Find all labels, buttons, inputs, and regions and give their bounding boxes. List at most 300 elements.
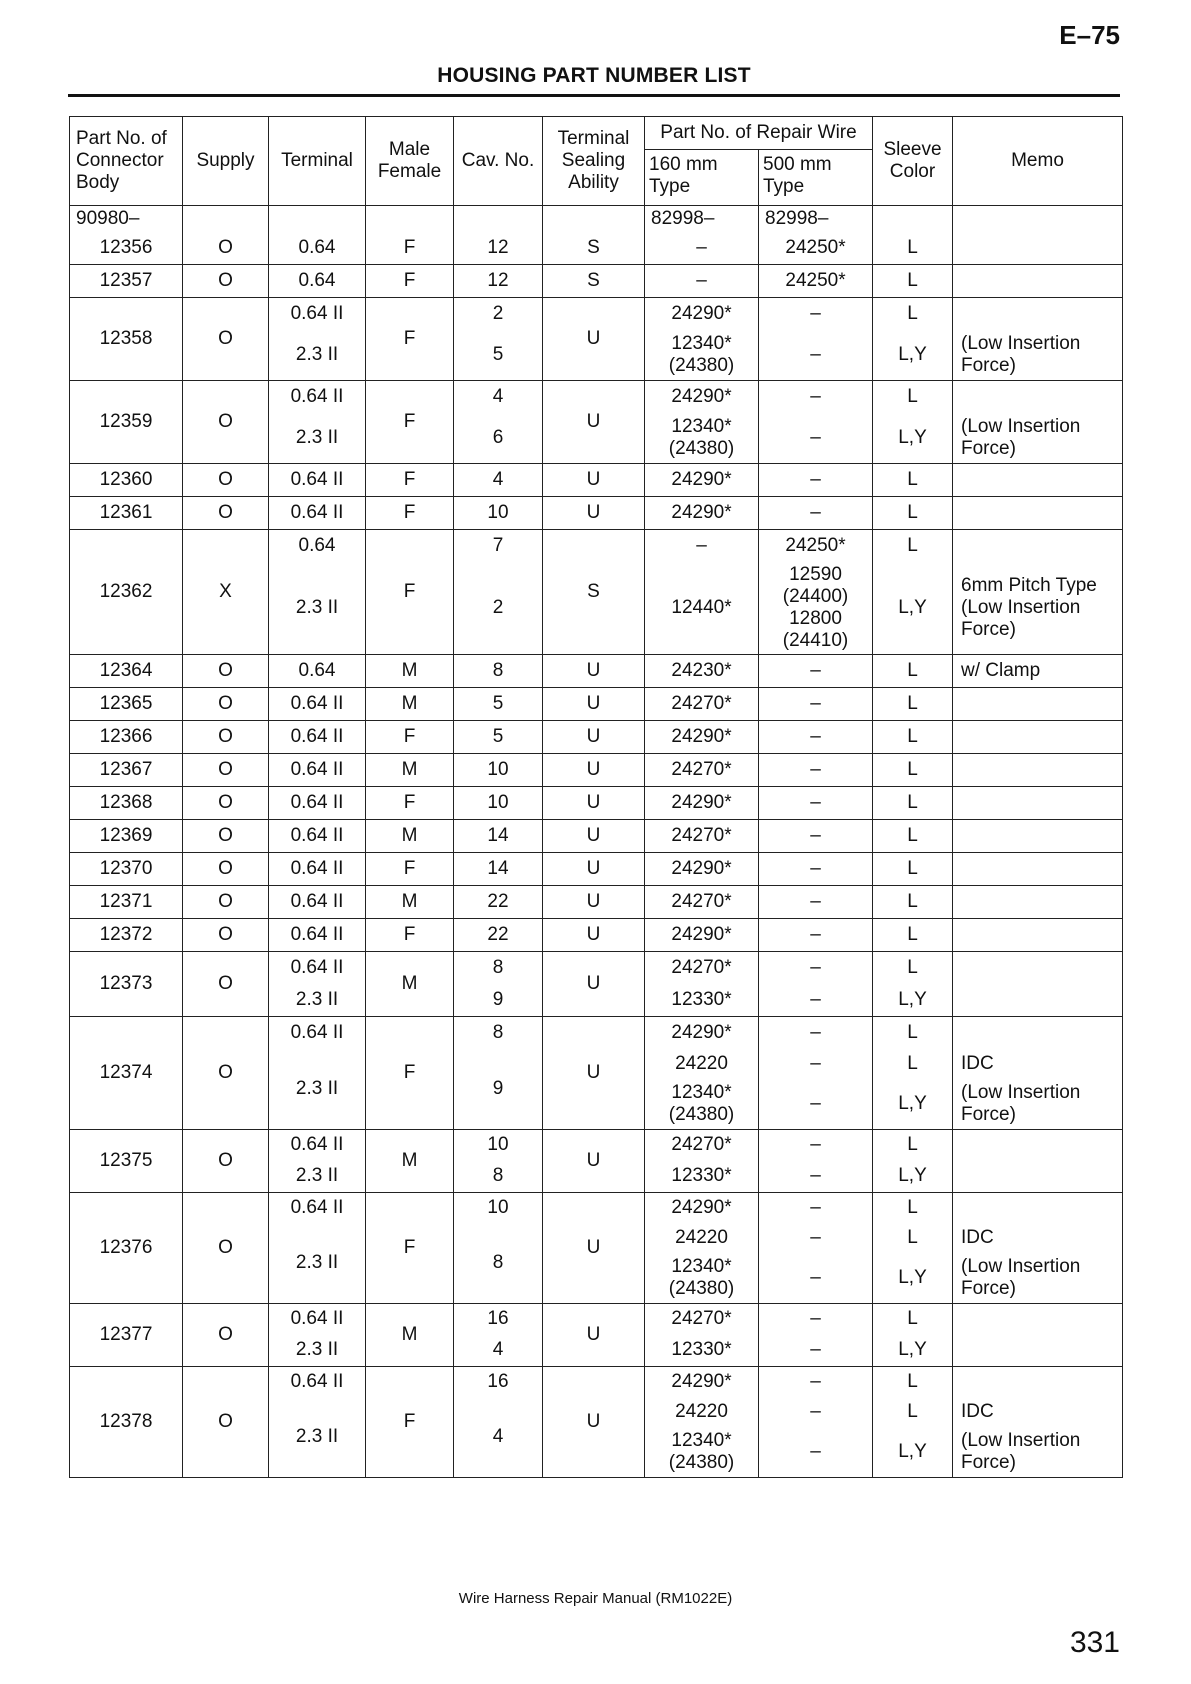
sleeve-color: L,Y xyxy=(873,984,953,1017)
memo xyxy=(953,820,1123,853)
cav-no: 10 xyxy=(454,787,543,820)
sleeve-color: L xyxy=(873,1130,953,1161)
part-no: 12356 xyxy=(70,232,183,265)
memo: w/ Clamp xyxy=(953,655,1123,688)
rw160-prefix: 82998– xyxy=(645,206,759,233)
cav-no: 2 xyxy=(454,562,543,655)
repair-500: – xyxy=(759,1223,873,1253)
terminal: 0.64 II xyxy=(269,298,366,331)
terminal: 0.64 II xyxy=(269,754,366,787)
sealing: S xyxy=(543,232,645,265)
cav-no: 5 xyxy=(454,721,543,754)
repair-500: – xyxy=(759,1367,873,1398)
repair-160: 12340* (24380) xyxy=(645,330,759,381)
sleeve-color: L xyxy=(873,721,953,754)
terminal: 0.64 II xyxy=(269,688,366,721)
male-female: M xyxy=(366,754,454,787)
memo xyxy=(953,886,1123,919)
terminal: 0.64 xyxy=(269,655,366,688)
sleeve-color: L xyxy=(873,265,953,298)
repair-500: – xyxy=(759,381,873,414)
page-number: 331 xyxy=(1069,1626,1120,1659)
male-female: M xyxy=(366,820,454,853)
repair-500: – xyxy=(759,1160,873,1193)
repair-160: 24290* xyxy=(645,497,759,530)
memo xyxy=(953,298,1123,331)
supply: O xyxy=(183,886,269,919)
terminal: 0.64 II xyxy=(269,820,366,853)
terminal: 0.64 II xyxy=(269,1130,366,1161)
repair-160: 12330* xyxy=(645,1160,759,1193)
cav-no: 22 xyxy=(454,886,543,919)
repair-160: 24270* xyxy=(645,952,759,985)
male-female: F xyxy=(366,721,454,754)
cav-no: 4 xyxy=(454,464,543,497)
cav-no: 10 xyxy=(454,497,543,530)
cav-no: 5 xyxy=(454,330,543,381)
memo: (Low Insertion Force) xyxy=(953,1427,1123,1478)
repair-160: 24270* xyxy=(645,886,759,919)
male-female: F xyxy=(366,853,454,886)
table-row xyxy=(70,497,1123,530)
sealing: U xyxy=(543,721,645,754)
col-160mm-header: 160 mm Type xyxy=(645,150,759,206)
col-memo-header: Memo xyxy=(953,117,1123,206)
repair-500: – xyxy=(759,464,873,497)
col-500mm-header: 500 mm Type xyxy=(759,150,873,206)
terminal: 0.64 II xyxy=(269,381,366,414)
repair-500: – xyxy=(759,1079,873,1130)
supply: O xyxy=(183,754,269,787)
cav-no: 12 xyxy=(454,232,543,265)
repair-160: 24290* xyxy=(645,1193,759,1224)
cav-no: 2 xyxy=(454,298,543,331)
part-no: 12376 xyxy=(70,1193,183,1304)
table-row xyxy=(70,853,1123,886)
part-prefix: 90980– xyxy=(70,206,183,233)
terminal: 0.64 II xyxy=(269,787,366,820)
part-no: 12372 xyxy=(70,919,183,952)
cav-no: 10 xyxy=(454,754,543,787)
terminal: 2.3 II xyxy=(269,1223,366,1304)
memo xyxy=(953,688,1123,721)
memo: 6mm Pitch Type (Low Insertion Force) xyxy=(953,562,1123,655)
table-row xyxy=(70,1017,1123,1050)
cav-no: 9 xyxy=(454,984,543,1017)
col-supply-header: Supply xyxy=(183,117,269,206)
part-no: 12364 xyxy=(70,655,183,688)
terminal: 0.64 II xyxy=(269,721,366,754)
part-no: 12362 xyxy=(70,530,183,655)
table-row xyxy=(70,530,1123,563)
sealing: U xyxy=(543,1367,645,1478)
memo: IDC xyxy=(953,1223,1123,1253)
repair-160: 12340* (24380) xyxy=(645,1427,759,1478)
cav-no: 12 xyxy=(454,265,543,298)
sealing: U xyxy=(543,787,645,820)
table-row xyxy=(70,886,1123,919)
repair-160: 12330* xyxy=(645,984,759,1017)
terminal: 2.3 II xyxy=(269,1160,366,1193)
sleeve-color: L,Y xyxy=(873,1079,953,1130)
terminal: 2.3 II xyxy=(269,1049,366,1130)
terminal: 0.64 II xyxy=(269,1304,366,1335)
sleeve-color: L,Y xyxy=(873,1160,953,1193)
part-no: 12377 xyxy=(70,1304,183,1367)
cav-no: 4 xyxy=(454,381,543,414)
repair-160: 24220 xyxy=(645,1397,759,1427)
repair-160: 24270* xyxy=(645,1304,759,1335)
memo xyxy=(953,464,1123,497)
sealing: U xyxy=(543,754,645,787)
part-no: 12368 xyxy=(70,787,183,820)
repair-500: – xyxy=(759,1193,873,1224)
rw500-prefix: 82998– xyxy=(759,206,873,233)
repair-500: – xyxy=(759,1334,873,1367)
repair-160: – xyxy=(645,530,759,563)
sleeve-color: L xyxy=(873,787,953,820)
repair-500: – xyxy=(759,1397,873,1427)
cav-no: 4 xyxy=(454,1334,543,1367)
footer-manual-title: Wire Harness Repair Manual (RM1022E) xyxy=(458,1590,733,1607)
repair-500: – xyxy=(759,787,873,820)
part-no: 12375 xyxy=(70,1130,183,1193)
table-row xyxy=(70,754,1123,787)
cav-no: 16 xyxy=(454,1367,543,1398)
sleeve-color: L xyxy=(873,886,953,919)
memo xyxy=(953,1017,1123,1050)
sealing: U xyxy=(543,853,645,886)
sleeve-color: L,Y xyxy=(873,330,953,381)
terminal: 0.64 xyxy=(269,530,366,563)
supply: O xyxy=(183,464,269,497)
repair-500: – xyxy=(759,1049,873,1079)
terminal: 0.64 xyxy=(269,232,366,265)
terminal: 0.64 II xyxy=(269,886,366,919)
memo xyxy=(953,721,1123,754)
part-no: 12371 xyxy=(70,886,183,919)
cav-no: 5 xyxy=(454,688,543,721)
col-male-female-header: Male Female xyxy=(366,117,454,206)
part-no: 12374 xyxy=(70,1017,183,1130)
terminal: 0.64 II xyxy=(269,1367,366,1398)
terminal: 2.3 II xyxy=(269,984,366,1017)
repair-160: 24290* xyxy=(645,919,759,952)
terminal: 0.64 II xyxy=(269,497,366,530)
memo xyxy=(953,1304,1123,1367)
sealing: U xyxy=(543,298,645,381)
male-female: F xyxy=(366,298,454,381)
sealing: U xyxy=(543,381,645,464)
sealing: U xyxy=(543,655,645,688)
repair-500: – xyxy=(759,886,873,919)
sleeve-color: L xyxy=(873,1304,953,1335)
col-sealing-header: Terminal Sealing Ability xyxy=(543,117,645,206)
part-no: 12378 xyxy=(70,1367,183,1478)
male-female: F xyxy=(366,232,454,265)
repair-500: – xyxy=(759,1017,873,1050)
repair-500: – xyxy=(759,688,873,721)
terminal: 2.3 II xyxy=(269,562,366,655)
part-no: 12367 xyxy=(70,754,183,787)
supply: O xyxy=(183,952,269,1017)
part-no: 12357 xyxy=(70,265,183,298)
sealing: U xyxy=(543,688,645,721)
sealing: U xyxy=(543,464,645,497)
sleeve-color: L xyxy=(873,1367,953,1398)
cav-no: 10 xyxy=(454,1193,543,1224)
memo xyxy=(953,381,1123,414)
part-no: 12360 xyxy=(70,464,183,497)
supply: O xyxy=(183,688,269,721)
sleeve-color: L xyxy=(873,952,953,985)
sleeve-color: L xyxy=(873,298,953,331)
sleeve-color: L xyxy=(873,464,953,497)
sealing: U xyxy=(543,1130,645,1193)
sleeve-color: L xyxy=(873,1049,953,1079)
male-female: F xyxy=(366,497,454,530)
sleeve-color: L xyxy=(873,1397,953,1427)
repair-500: – xyxy=(759,298,873,331)
part-no: 12370 xyxy=(70,853,183,886)
repair-500: 24250* xyxy=(759,265,873,298)
cav-no: 14 xyxy=(454,820,543,853)
repair-160: – xyxy=(645,232,759,265)
part-no: 12366 xyxy=(70,721,183,754)
sleeve-color: L xyxy=(873,530,953,563)
cav-no: 8 xyxy=(454,655,543,688)
male-female: F xyxy=(366,464,454,497)
repair-160: 24290* xyxy=(645,721,759,754)
supply: O xyxy=(183,1367,269,1478)
supply: O xyxy=(183,497,269,530)
sleeve-color: L,Y xyxy=(873,562,953,655)
repair-160: – xyxy=(645,265,759,298)
sleeve-color: L xyxy=(873,381,953,414)
sleeve-color: L xyxy=(873,497,953,530)
memo: IDC xyxy=(953,1397,1123,1427)
sleeve-color: L xyxy=(873,1017,953,1050)
table-row xyxy=(70,464,1123,497)
repair-500: – xyxy=(759,497,873,530)
supply: O xyxy=(183,1017,269,1130)
supply: O xyxy=(183,919,269,952)
male-female: M xyxy=(366,688,454,721)
table-row xyxy=(70,381,1123,414)
sealing: U xyxy=(543,820,645,853)
cav-no: 6 xyxy=(454,413,543,464)
col-sleeve-header: Sleeve Color xyxy=(873,117,953,206)
terminal: 0.64 II xyxy=(269,1017,366,1050)
repair-500: – xyxy=(759,1304,873,1335)
repair-500: – xyxy=(759,853,873,886)
memo xyxy=(953,1130,1123,1193)
memo xyxy=(953,919,1123,952)
part-no: 12358 xyxy=(70,298,183,381)
table-row xyxy=(70,721,1123,754)
cav-no: 22 xyxy=(454,919,543,952)
memo xyxy=(953,497,1123,530)
cav-no: 7 xyxy=(454,530,543,563)
sleeve-color: L,Y xyxy=(873,413,953,464)
sleeve-color: L xyxy=(873,919,953,952)
part-no: 12361 xyxy=(70,497,183,530)
table-body xyxy=(70,206,1123,1478)
supply: X xyxy=(183,530,269,655)
table-row xyxy=(70,919,1123,952)
sealing: U xyxy=(543,952,645,1017)
terminal: 0.64 II xyxy=(269,1193,366,1224)
male-female: F xyxy=(366,530,454,655)
male-female: M xyxy=(366,1304,454,1367)
repair-160: 24220 xyxy=(645,1049,759,1079)
sleeve-color: L,Y xyxy=(873,1427,953,1478)
repair-160: 24270* xyxy=(645,1130,759,1161)
table-row xyxy=(70,265,1123,298)
table-row xyxy=(70,1304,1123,1335)
terminal: 0.64 II xyxy=(269,853,366,886)
repair-500: – xyxy=(759,984,873,1017)
housing-part-table-container xyxy=(69,116,1122,1478)
supply: O xyxy=(183,1193,269,1304)
cav-no: 8 xyxy=(454,1223,543,1304)
repair-500: 24250* xyxy=(759,530,873,563)
sealing: U xyxy=(543,1304,645,1367)
col-repair-wire-header: Part No. of Repair Wire xyxy=(645,117,873,150)
part-no: 12359 xyxy=(70,381,183,464)
repair-500: – xyxy=(759,919,873,952)
memo xyxy=(953,853,1123,886)
repair-160: 24270* xyxy=(645,754,759,787)
terminal: 2.3 II xyxy=(269,330,366,381)
memo xyxy=(953,787,1123,820)
memo: (Low Insertion Force) xyxy=(953,1253,1123,1304)
memo xyxy=(953,952,1123,1017)
repair-500: – xyxy=(759,1130,873,1161)
table-row xyxy=(70,1130,1123,1161)
repair-160: 12340* (24380) xyxy=(645,1079,759,1130)
title-rule xyxy=(68,94,1120,97)
sleeve-color: L,Y xyxy=(873,1334,953,1367)
sleeve-color: L xyxy=(873,655,953,688)
supply: O xyxy=(183,298,269,381)
repair-160: 12330* xyxy=(645,1334,759,1367)
repair-160: 24290* xyxy=(645,464,759,497)
supply: O xyxy=(183,1304,269,1367)
sleeve-color: L xyxy=(873,688,953,721)
repair-500: – xyxy=(759,330,873,381)
repair-500: 24250* xyxy=(759,232,873,265)
male-female: M xyxy=(366,952,454,1017)
memo xyxy=(953,1193,1123,1224)
table-row xyxy=(70,1367,1123,1398)
terminal: 0.64 II xyxy=(269,919,366,952)
sealing: U xyxy=(543,1193,645,1304)
repair-500: 12590 (24400) 12800 (24410) xyxy=(759,562,873,655)
sealing: S xyxy=(543,530,645,655)
page-title: HOUSING PART NUMBER LIST xyxy=(437,64,751,87)
repair-160: 24290* xyxy=(645,853,759,886)
memo xyxy=(953,1367,1123,1398)
part-no: 12373 xyxy=(70,952,183,1017)
cav-no: 8 xyxy=(454,952,543,985)
cav-no: 10 xyxy=(454,1130,543,1161)
supply: O xyxy=(183,853,269,886)
supply: O xyxy=(183,1130,269,1193)
col-cav-no-header: Cav. No. xyxy=(454,117,543,206)
repair-500: – xyxy=(759,413,873,464)
terminal: 2.3 II xyxy=(269,1334,366,1367)
terminal: 2.3 II xyxy=(269,1397,366,1478)
cav-no: 14 xyxy=(454,853,543,886)
repair-160: 24220 xyxy=(645,1223,759,1253)
col-terminal-header: Terminal xyxy=(269,117,366,206)
sleeve-color: L xyxy=(873,1223,953,1253)
repair-160: 12340* (24380) xyxy=(645,1253,759,1304)
repair-500: – xyxy=(759,655,873,688)
sleeve-color: L xyxy=(873,1193,953,1224)
terminal: 2.3 II xyxy=(269,413,366,464)
male-female: M xyxy=(366,655,454,688)
memo xyxy=(953,754,1123,787)
cav-no: 9 xyxy=(454,1049,543,1130)
housing-part-table xyxy=(69,116,1123,1478)
male-female: F xyxy=(366,787,454,820)
sleeve-color: L xyxy=(873,820,953,853)
repair-500: – xyxy=(759,952,873,985)
cav-no: 16 xyxy=(454,1304,543,1335)
male-female: F xyxy=(366,1367,454,1478)
repair-500: – xyxy=(759,1427,873,1478)
supply: O xyxy=(183,655,269,688)
repair-500: – xyxy=(759,820,873,853)
supply: O xyxy=(183,721,269,754)
table-row xyxy=(70,952,1123,985)
sleeve-color: L xyxy=(873,232,953,265)
repair-500: – xyxy=(759,721,873,754)
repair-160: 24230* xyxy=(645,655,759,688)
memo: (Low Insertion Force) xyxy=(953,413,1123,464)
repair-160: 24290* xyxy=(645,298,759,331)
repair-160: 12340* (24380) xyxy=(645,413,759,464)
repair-160: 12440* xyxy=(645,562,759,655)
sleeve-color: L,Y xyxy=(873,1253,953,1304)
supply: O xyxy=(183,381,269,464)
memo: (Low Insertion Force) xyxy=(953,1079,1123,1130)
sealing: U xyxy=(543,1017,645,1130)
sealing: U xyxy=(543,886,645,919)
section-code: E–75 xyxy=(1059,20,1120,50)
terminal: 0.64 II xyxy=(269,464,366,497)
col-part-no-header: Part No. of Connector Body xyxy=(70,117,183,206)
table-row xyxy=(70,688,1123,721)
cav-no: 8 xyxy=(454,1017,543,1050)
table-header xyxy=(70,117,1123,206)
repair-500: – xyxy=(759,754,873,787)
male-female: F xyxy=(366,265,454,298)
memo: (Low Insertion Force) xyxy=(953,330,1123,381)
sleeve-color: L xyxy=(873,754,953,787)
prefix-row xyxy=(70,206,1123,233)
male-female: M xyxy=(366,886,454,919)
male-female: M xyxy=(366,1130,454,1193)
sealing: U xyxy=(543,919,645,952)
memo xyxy=(953,530,1123,563)
repair-160: 24290* xyxy=(645,1017,759,1050)
table-row xyxy=(70,298,1123,331)
memo: IDC xyxy=(953,1049,1123,1079)
repair-500: – xyxy=(759,1253,873,1304)
